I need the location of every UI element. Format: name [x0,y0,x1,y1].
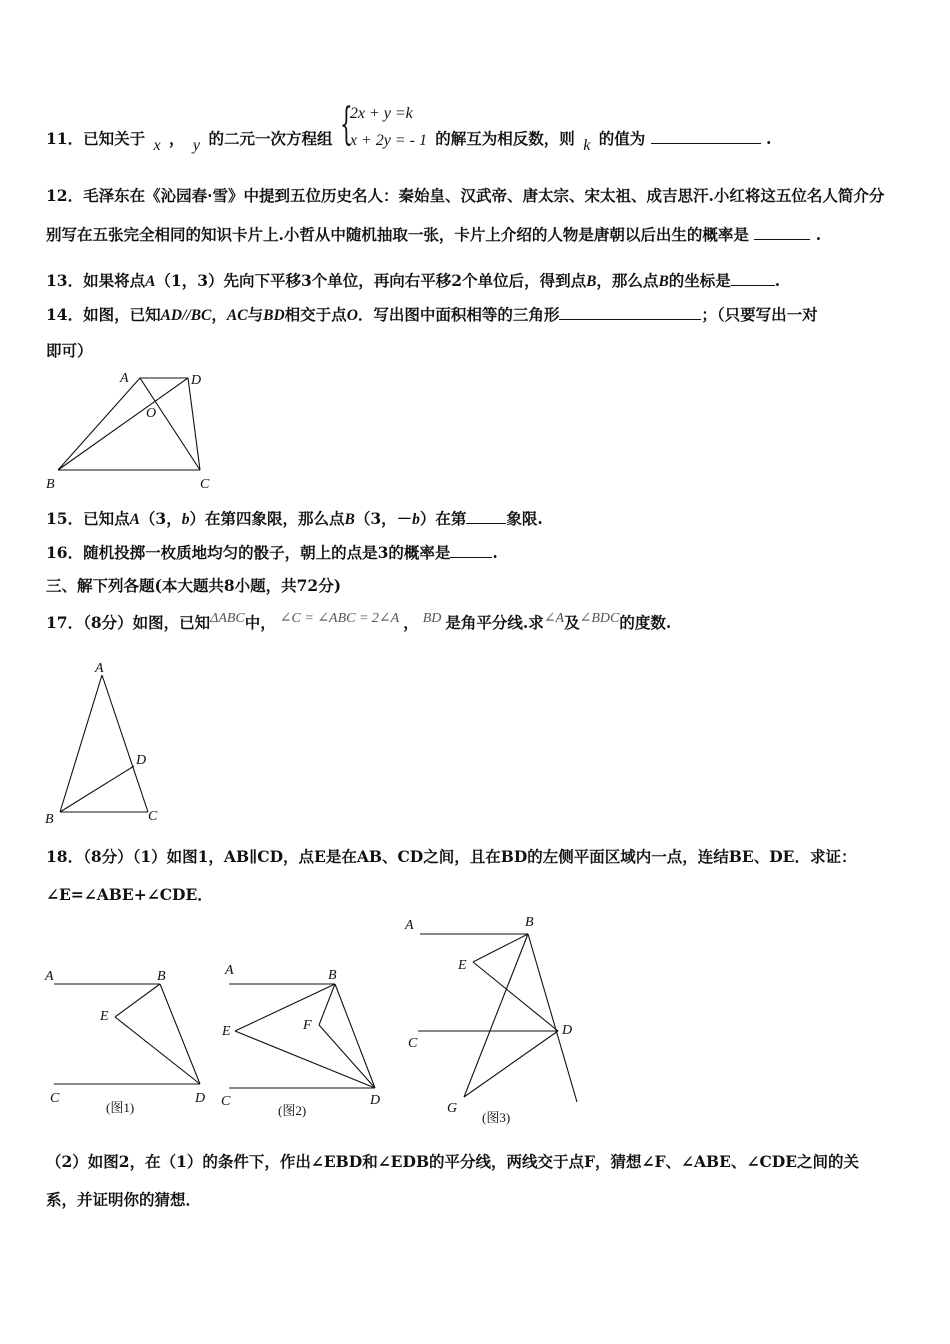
q12-line2-text: 别写在五张完全相同的知识卡片上.小哲从中随机抽取一张，卡片上介绍的人物是唐朝以后出生的概率是 [46,225,749,244]
q11-mid: 的二元一次方程组 [208,129,333,148]
q14-segment-ab [58,378,140,470]
q14-c: 与 [247,305,264,324]
q14-label-a: A [120,371,129,386]
fig2-label-d: D [370,1093,381,1108]
fig2-caption: (图2) [278,1103,307,1118]
fig2-label-f: F [303,1018,312,1033]
q15-var-b: b [181,511,190,528]
q17-line [46,612,671,636]
q17-label-a: A [95,661,104,676]
q17-d: 是角平分线.求 [445,613,544,632]
q17-label-d: D [136,753,147,768]
fig3-label-d: D [562,1023,573,1038]
q14-line1 [46,303,818,327]
fig3-label-b: B [525,915,534,930]
q17-e: 及 [564,613,580,632]
q17-condition: ∠C = ∠ABC = 2∠A [279,611,400,626]
q15-e: ）在第 [419,509,467,528]
fig1-label-e: E [100,1009,109,1024]
q14-a: 14．如图，已知 [46,305,161,324]
fig2-segment-bd [335,984,375,1088]
q14-b: ， [211,305,227,324]
q17-c: ， [403,613,419,632]
q17-bd: BD [422,611,442,626]
fig3-caption: (图3) [482,1110,511,1125]
q11-comma: ， [169,129,185,148]
fig3-label-g: G [447,1101,458,1116]
q11-line [46,99,772,154]
q16-period: . [492,543,498,562]
q17-triangle: ΔABC [210,611,245,626]
q17-triangle-figure [40,655,180,830]
q17-segment-ac [102,675,148,812]
q14-answer-blank[interactable] [559,303,701,320]
q14-segment-bd [58,378,188,470]
q18-part2-line2: 系，并证明你的猜想． [46,1190,202,1209]
fig3-label-e: E [458,958,467,973]
fig3-label-a: A [405,918,414,933]
q15-c: ）在第四象限，那么点 [189,509,345,528]
q13-point-b: B [586,273,597,290]
fig1-segment-ed [115,1017,200,1084]
q12-period: . [815,225,822,244]
q13-c: ，那么点 [596,271,659,290]
q13-period: . [774,271,781,290]
q13-b: （1，3）先向下平移3个单位，再向右平移2个单位后，得到点 [155,271,587,290]
q11-equation-system [338,99,430,150]
q17-segment-bd [60,766,134,812]
fig2-segment-fd [319,1025,375,1088]
fig1-label-d: D [195,1091,206,1106]
q17-f: 的度数. [619,613,672,632]
q11-var-k: k [583,137,591,154]
q14-o: O [346,307,358,324]
q14-f: ；（只要写出一对 [701,305,818,324]
q18-line2: ∠E=∠ABE+∠CDE． [46,885,213,904]
q15-a: 15．已知点 [46,509,130,528]
q14-label-c: C [200,477,210,492]
q14-label-d: D [191,373,202,388]
fig1-segment-bd [160,984,200,1084]
q17-angle-bdc: ∠BDC [579,611,620,626]
q13-a: 13．如果将点 [46,271,146,290]
q13-point-b2: B [658,273,669,290]
q17-label-c: C [148,809,158,824]
q16-answer-blank[interactable] [450,541,492,558]
q14-d: 相交于点 [284,305,347,324]
q15-answer-blank[interactable] [466,507,506,524]
q14-label-o: O [146,406,157,421]
q11-period: . [766,129,772,148]
fig3-segment-gd [464,1031,558,1097]
fig1-label-c: C [50,1091,60,1106]
fig1-segment-be [115,984,160,1017]
q11-end: 的值为 [598,129,646,148]
q18-line1: 18．（8分）（1）如图1，AB∥CD，点E是在AB、CD之间，且在BD的左侧平面区域内一点，连结BE、DE．求证： [46,847,857,866]
q14-ac: AC [226,307,248,324]
fig3-segment-be [473,934,528,962]
q18-figure-1 [40,960,220,1120]
q15-point-b: B [344,511,355,528]
q11-prefix: 11．已知关于 [46,129,146,148]
q14-segment-ac [140,378,200,470]
q12-line1: 12．毛泽东在《沁园春·雪》中提到五位历史名人：秦始皇、汉武帝、唐太宗、宋太祖、成吉思汗.小红将这五位名人简介分 [46,186,885,205]
q17-label-b: B [45,812,54,827]
q11-var-y: y [192,137,201,154]
fig3-label-c: C [408,1036,418,1051]
fig3-ray-bd [528,934,577,1102]
q11-eq1: 2x + y =k [349,105,413,122]
q13-line [46,269,780,293]
q14-segment-dc [188,378,200,470]
fig3-segment-ed [473,962,558,1031]
q15-b: （3， [139,509,182,528]
fig2-label-e: E [222,1024,231,1039]
q14-line2: 即可） [46,341,93,360]
q15-point-a: A [129,511,140,528]
q17-b: 中， [244,613,276,632]
q13-d: 的坐标是 [668,271,731,290]
q13-point-a: A [145,273,156,290]
section3-heading: 三、解下列各题(本大题共8小题，共72分) [46,576,342,595]
q17-angle-a: ∠A [543,611,565,626]
q17-segment-ab [60,675,102,812]
fig1-label-a: A [45,969,54,984]
q11-eq2: x + 2y = - 1 [349,132,427,149]
q14-ad-bc: AD//BC [160,307,212,324]
q16-text: 16．随机投掷一枚质地均匀的骰子，朝上的点是3的概率是 [46,543,451,562]
fig2-label-c: C [221,1094,231,1109]
q16-line [46,541,498,564]
q15-d: （3，－ [354,509,413,528]
q14-trapezoid-figure [40,368,230,493]
q17-a: 17．（8分）如图，已知 [46,613,211,632]
fig1-label-b: B [157,969,166,984]
q11-answer-blank[interactable] [651,127,761,144]
q12-line2 [46,223,821,246]
q15-line [46,507,543,531]
q11-var-x: x [153,137,161,154]
q12-answer-blank[interactable] [754,223,810,240]
q11-brace: { [339,99,353,150]
q18-part2-line1: （2）如图2，在（1）的条件下，作出∠EBD和∠EDB的平分线，两线交于点F，猜想∠F、∠ABE、∠CDE之间的关 [46,1152,860,1171]
q18-figure-3 [400,910,590,1130]
fig3-segment-bg [464,934,528,1097]
q14-bd: BD [263,307,285,324]
q11-after: 的解互为相反数，则 [435,129,575,148]
fig2-segment-ed [235,1031,375,1088]
q15-var-b2: b [412,511,420,528]
q14-e: ．写出图中面积相等的三角形 [357,305,560,324]
fig2-label-b: B [328,968,337,983]
q14-label-b: B [46,477,55,492]
q18-figure-2 [215,955,395,1120]
q15-f: 象限. [506,509,543,528]
q13-answer-blank[interactable] [731,269,775,286]
fig2-label-a: A [225,963,234,978]
fig1-caption: (图1) [106,1100,135,1115]
